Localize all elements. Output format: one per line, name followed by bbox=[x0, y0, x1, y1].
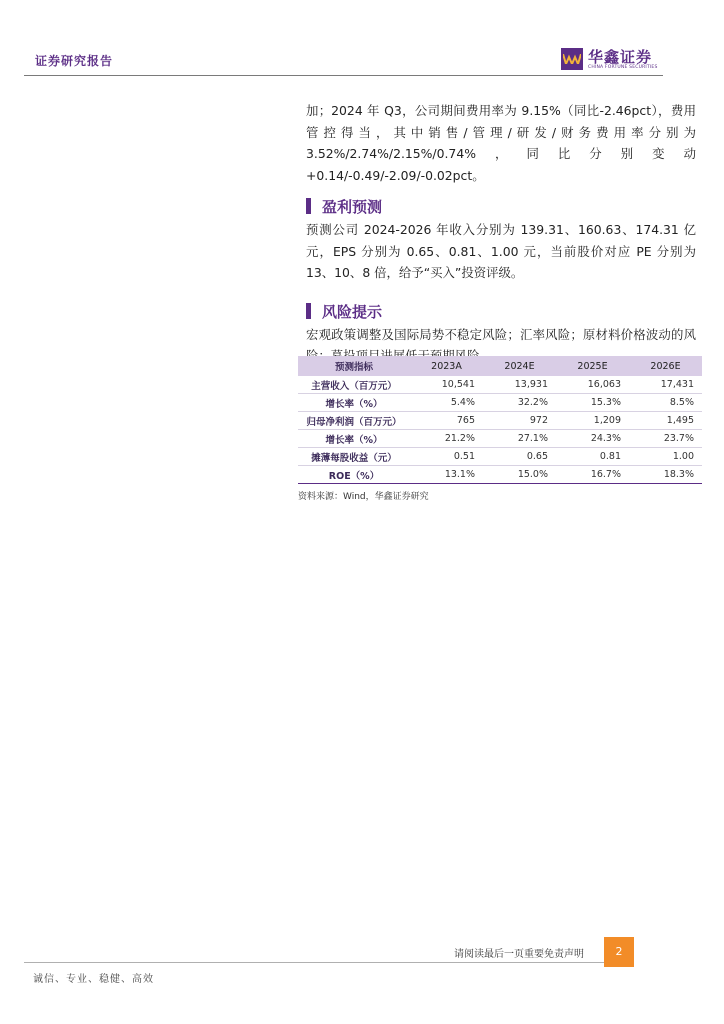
row-label: 摊薄每股收益（元） bbox=[298, 448, 410, 466]
main-content bbox=[306, 100, 696, 367]
table-header-cell: 2023A bbox=[410, 356, 483, 376]
table-row bbox=[298, 448, 702, 466]
table-cell: 16.7% bbox=[556, 466, 629, 484]
table-cell: 1.00 bbox=[629, 448, 702, 466]
table-cell: 23.7% bbox=[629, 430, 702, 448]
table-cell: 0.65 bbox=[483, 448, 556, 466]
page-number-badge: 2 bbox=[604, 937, 634, 967]
table-header-cell: 预测指标 bbox=[298, 356, 410, 376]
table-cell: 21.2% bbox=[410, 430, 483, 448]
section-marker bbox=[306, 198, 311, 214]
section-title-risk: 风险提示 bbox=[322, 302, 383, 321]
table-header-row bbox=[298, 356, 702, 376]
table-cell: 15.0% bbox=[483, 466, 556, 484]
table-header-cell: 2025E bbox=[556, 356, 629, 376]
section-title-profit: 盈利预测 bbox=[322, 198, 383, 216]
row-label: 归母净利润（百万元） bbox=[298, 412, 410, 430]
table-cell: 972 bbox=[483, 412, 556, 430]
intro-paragraph: 加；2024 年 Q3，公司期间费用率为 9.15%（同比-2.46pct），费用管控得当，其中销售/管理/研发/财务费用率分别为 3.52%/2.74%/2.15%/0.74%，同比分别变动+0.14/-0.49/-2.09/-0.02pct。 bbox=[306, 103, 696, 183]
disclaimer-link[interactable]: 请阅读最后一页重要免责声明 bbox=[454, 949, 584, 960]
section-heading-profit bbox=[306, 195, 696, 217]
table-cell: 27.1% bbox=[483, 430, 556, 448]
table-cell: 17,431 bbox=[629, 376, 702, 394]
header-divider bbox=[24, 75, 663, 76]
row-label: ROE（%） bbox=[298, 466, 410, 484]
table-cell: 10,541 bbox=[410, 376, 483, 394]
table-cell: 13.1% bbox=[410, 466, 483, 484]
company-logo bbox=[561, 44, 661, 74]
table-row bbox=[298, 430, 702, 448]
table-row bbox=[298, 412, 702, 430]
logo-mark-icon bbox=[561, 48, 583, 70]
row-label: 增长率（%） bbox=[298, 394, 410, 412]
company-motto: 诚信、专业、稳健、高效 bbox=[33, 974, 154, 985]
forecast-table bbox=[298, 356, 702, 484]
table-row bbox=[298, 394, 702, 412]
profit-forecast-paragraph: 预测公司 2024-2026 年收入分别为 139.31、160.63、174.31 亿元，EPS 分别为 0.65、0.81、1.00 元，当前股价对应 PE 分别为 13、10、8 倍，给予“买入”投资评级。 bbox=[306, 222, 696, 280]
table-row bbox=[298, 466, 702, 484]
table-cell: 24.3% bbox=[556, 430, 629, 448]
table-cell: 18.3% bbox=[629, 466, 702, 484]
row-label: 增长率（%） bbox=[298, 430, 410, 448]
table-cell: 15.3% bbox=[556, 394, 629, 412]
table-cell: 32.2% bbox=[483, 394, 556, 412]
logo-name-cn: 华鑫证券 bbox=[588, 48, 653, 66]
logo-name-en: CHINA FORTUNE SECURITIES bbox=[588, 65, 658, 70]
table-cell: 8.5% bbox=[629, 394, 702, 412]
table-cell: 1,209 bbox=[556, 412, 629, 430]
report-type-title: 证券研究报告 bbox=[35, 54, 114, 68]
risk-paragraph: 宏观政策调整及国际局势不稳定风险；汇率风险；原材料价格波动的风 bbox=[306, 326, 696, 342]
data-source-note: 资料来源：Wind，华鑫证券研究 bbox=[298, 492, 429, 502]
table-cell: 0.51 bbox=[410, 448, 483, 466]
table-cell: 13,931 bbox=[483, 376, 556, 394]
section-heading-risk bbox=[306, 300, 696, 322]
table-row bbox=[298, 376, 702, 394]
table-cell: 765 bbox=[410, 412, 483, 430]
table-cell: 5.4% bbox=[410, 394, 483, 412]
table-cell: 0.81 bbox=[556, 448, 629, 466]
table-cell: 1,495 bbox=[629, 412, 702, 430]
table-header-cell: 2024E bbox=[483, 356, 556, 376]
row-label: 主营收入（百万元） bbox=[298, 376, 410, 394]
footer-divider bbox=[24, 962, 604, 963]
table-header-cell: 2026E bbox=[629, 356, 702, 376]
table-cell: 16,063 bbox=[556, 376, 629, 394]
section-marker bbox=[306, 303, 311, 319]
